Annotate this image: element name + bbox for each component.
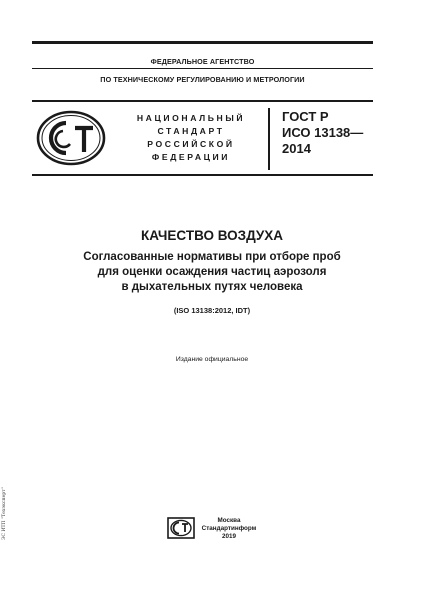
designation-line: 2014 — [282, 141, 311, 156]
national-line: СТАНДАРТ — [157, 126, 225, 136]
document-title: КАЧЕСТВО ВОЗДУХА — [140, 228, 284, 243]
top-rule — [32, 41, 373, 44]
subtitle-line: в дыхательных путях человека — [121, 281, 303, 293]
national-line: РОССИЙСКОЙ — [147, 139, 235, 149]
designation-line: ИСО 13138— — [282, 125, 364, 140]
agency-divider — [32, 68, 373, 69]
standard-block — [32, 108, 373, 170]
subtitle-line: Согласованные нормативы при отборе проб — [83, 251, 341, 263]
agency-line-2: ПО ТЕХНИЧЕСКОМУ РЕГУЛИРОВАНИЮ И МЕТРОЛОГИИ — [100, 75, 305, 84]
margin-watermark: ЭС ИТП "Техэксперт" — [2, 487, 7, 540]
standard-designation — [282, 109, 382, 157]
designation-line: ГОСТ Р — [282, 109, 329, 124]
standard-top-rule — [32, 100, 373, 102]
national-standard-label — [132, 112, 250, 164]
iso-reference: (ISO 13138:2012, IDT) — [173, 306, 251, 315]
standartinform-logo-icon — [167, 517, 195, 539]
vertical-divider — [268, 108, 270, 170]
document-subtitle — [40, 250, 384, 295]
publisher-city: Москва — [217, 517, 241, 524]
standard-bottom-rule — [32, 174, 373, 176]
gost-r-logo-icon — [36, 110, 106, 166]
national-line: НАЦИОНАЛЬНЫЙ — [136, 113, 246, 123]
publisher-info — [199, 517, 259, 541]
edition-label: Издание официальное — [175, 356, 249, 363]
national-line: ФЕДЕРАЦИИ — [151, 152, 231, 162]
publication-year: 2019 — [221, 533, 236, 540]
subtitle-line: для оценки осаждения частиц аэрозоля — [97, 266, 327, 278]
agency-line-1: ФЕДЕРАЛЬНОЕ АГЕНТСТВО — [150, 57, 255, 66]
publisher-name: Стандартинформ — [201, 525, 257, 532]
